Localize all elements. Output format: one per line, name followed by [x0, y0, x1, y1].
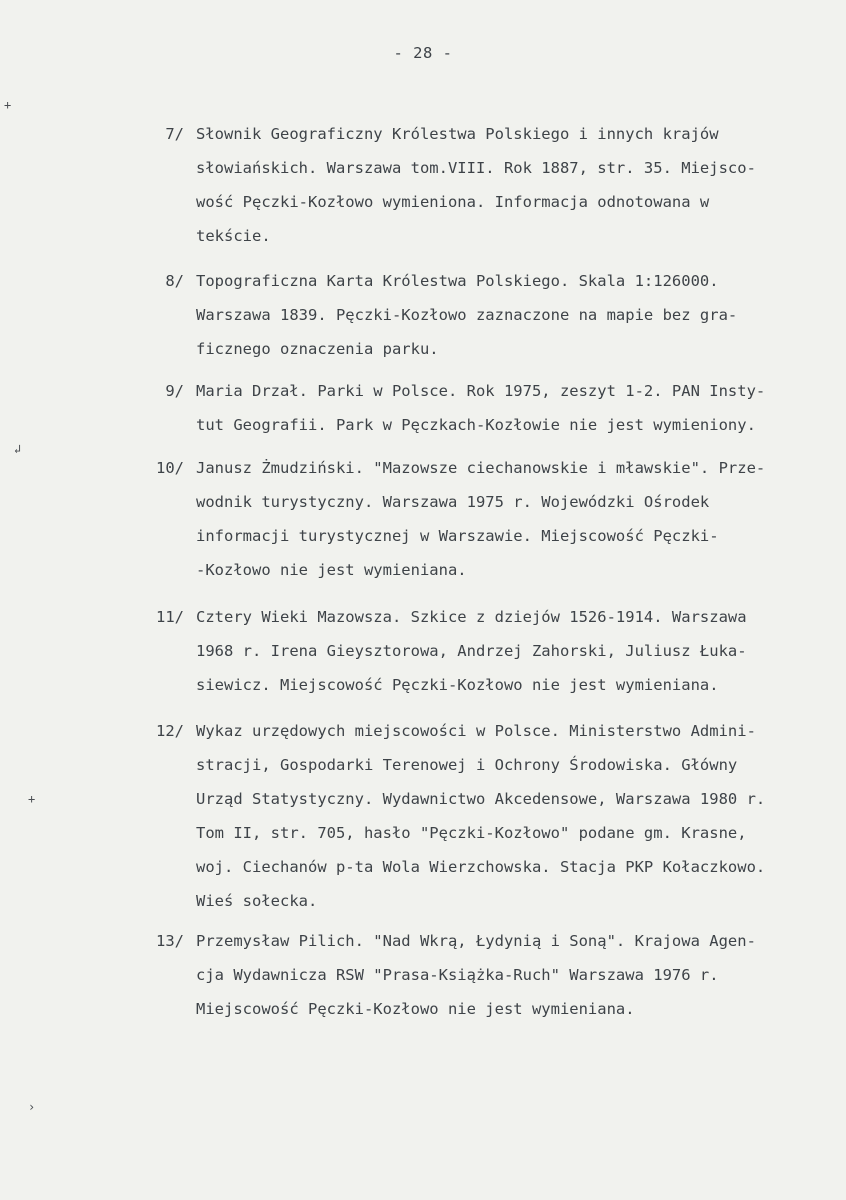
entry-line: wość Pęczki-Kozłowo wymieniona. Informacja odnotowana w — [196, 193, 710, 211]
entry-line: Janusz Żmudziński. "Mazowsze ciechanowskie i mławskie". Prze- — [196, 459, 766, 477]
entry-text — [196, 374, 836, 442]
margin-tick-mark: + — [28, 792, 36, 806]
entry-line: Wieś sołecka. — [196, 892, 318, 910]
entry-line: Cztery Wieki Mazowsza. Szkice z dziejów 1526-1914. Warszawa — [196, 608, 747, 626]
entry-number: 11/ — [156, 608, 184, 626]
entry-line: Tom II, str. 705, hasło "Pęczki-Kozłowo" podane gm. Krasne, — [196, 824, 747, 842]
entry-line: Warszawa 1839. Pęczki-Kozłowo zaznaczone na mapie bez gra- — [196, 306, 738, 324]
entry-text — [196, 264, 836, 366]
entry-line: Topograficzna Karta Królestwa Polskiego. Skala 1:126000. — [196, 272, 719, 290]
margin-tick-mark: › — [28, 1100, 36, 1114]
entry-text — [196, 924, 836, 1026]
entry-line: Urząd Statystyczny. Wydawnictwo Akcedensowe, Warszawa 1980 r. — [196, 790, 766, 808]
entry-line: 1968 r. Irena Gieysztorowa, Andrzej Zahorski, Juliusz Łuka- — [196, 642, 747, 660]
entry-line: ficznego oznaczenia parku. — [196, 340, 439, 358]
entry-line: woj. Ciechanów p-ta Wola Wierzchowska. Stacja PKP Kołaczkowo. — [196, 858, 766, 876]
entry-line: tekście. — [196, 227, 271, 245]
entry-number: 10/ — [156, 459, 184, 477]
entry-line: stracji, Gospodarki Terenowej i Ochrony Środowiska. Główny — [196, 756, 738, 774]
margin-tick-mark: + — [4, 98, 12, 112]
margin-tick-mark: ↲ — [14, 442, 22, 456]
entry-line: cja Wydawnicza RSW "Prasa-Książka-Ruch" Warszawa 1976 r. — [196, 966, 719, 984]
entry-line: Maria Drzał. Parki w Polsce. Rok 1975, zeszyt 1-2. PAN Insty- — [196, 382, 766, 400]
entry-number: 8/ — [165, 272, 184, 290]
entry-number: 7/ — [165, 125, 184, 143]
entry-line: tut Geografii. Park w Pęczkach-Kozłowie nie jest wymieniony. — [196, 416, 756, 434]
entry-line: słowiańskich. Warszawa tom.VIII. Rok 1887, str. 35. Miejsco- — [196, 159, 756, 177]
entry-text — [196, 714, 836, 918]
entry-text — [196, 117, 836, 253]
entry-number: 9/ — [165, 382, 184, 400]
entry-line: -Kozłowo nie jest wymieniana. — [196, 561, 467, 579]
entry-number: 13/ — [156, 932, 184, 950]
entry-line: wodnik turystyczny. Warszawa 1975 r. Wojewódzki Ośrodek — [196, 493, 710, 511]
entry-line: Słownik Geograficzny Królestwa Polskiego i innych krajów — [196, 125, 719, 143]
page-number: - 28 - — [393, 44, 453, 62]
entry-line: Miejscowość Pęczki-Kozłowo nie jest wymieniana. — [196, 1000, 635, 1018]
entry-line: informacji turystycznej w Warszawie. Miejscowość Pęczki- — [196, 527, 719, 545]
entry-line: siewicz. Miejscowość Pęczki-Kozłowo nie jest wymieniana. — [196, 676, 719, 694]
entry-text — [196, 600, 836, 702]
entry-line: Wykaz urzędowych miejscowości w Polsce. Ministerstwo Admini- — [196, 722, 756, 740]
entry-text — [196, 451, 836, 587]
entry-line: Przemysław Pilich. "Nad Wkrą, Łydynią i Soną". Krajowa Agen- — [196, 932, 756, 950]
entry-number: 12/ — [156, 722, 184, 740]
